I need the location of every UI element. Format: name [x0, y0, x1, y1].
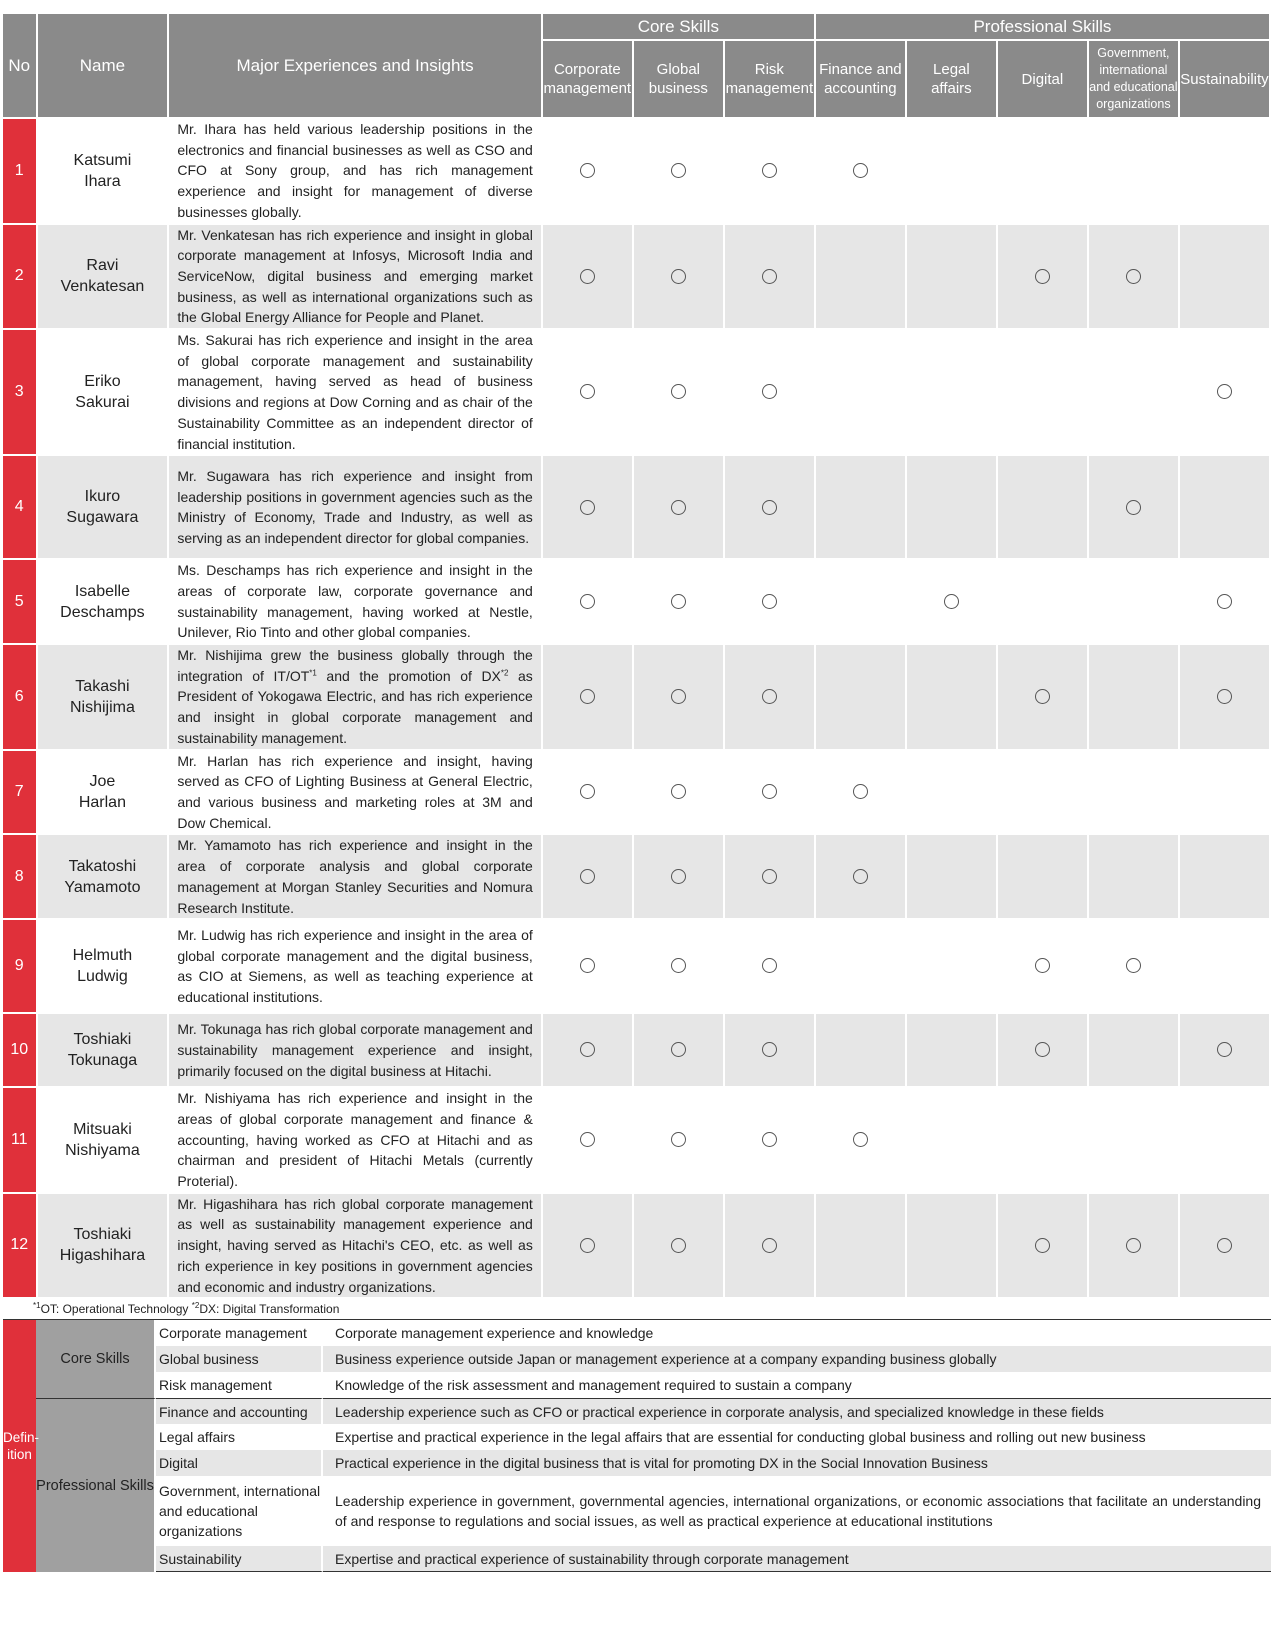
header-skill-professional-3 [1089, 41, 1180, 119]
skill-check-circle-icon [580, 689, 595, 704]
member-name [38, 835, 170, 920]
member-experience: Mr. Yamamoto has rich experience and insight in the area of corporate analysis and global corporate management at Morgan Stanley Securities and Nomura Research Institute. [169, 835, 542, 920]
skill-check-circle-icon [853, 1132, 868, 1147]
skill-check-circle-icon [671, 1238, 686, 1253]
member-experience: Mr. Harlan has rich experience and insight, having served as CFO of Lighting Business at General Electric, and various business and marketing roles at 3M and Dow Chemical. [169, 751, 542, 836]
member-experience: Mr. Ihara has held various leadership positions in the electronics and financial businesses as well as CSO and CFO at Sony group, and has rich management experience and insight for management of diverse businesses globally. [169, 119, 542, 225]
row-number: 11 [3, 1088, 38, 1194]
member-first-name: Ravi [86, 257, 119, 275]
skill-check-circle-icon [671, 594, 686, 609]
definitions-table [3, 1320, 1271, 1572]
skill-check-circle-icon [671, 1132, 686, 1147]
skill-cell [816, 1088, 907, 1194]
skill-check-circle-icon [1035, 269, 1050, 284]
skill-check-circle-icon [580, 1042, 595, 1057]
member-experience: Mr. Venkatesan has rich experience and insight in global corporate management at Infosys, Microsoft India and ServiceNow, digital business and emerging market business, as well as international organizations such as the Global Energy Alliance for People and Planet. [169, 225, 542, 331]
definition-row [3, 1346, 1271, 1372]
header-no: No [3, 14, 38, 119]
skill-cell [1180, 119, 1271, 225]
skill-cell [725, 119, 816, 225]
footnote-text-2: DX: Digital Transformation [199, 1302, 340, 1317]
definition-row [3, 1546, 1271, 1572]
skill-cell [816, 1194, 907, 1300]
skill-cell [998, 835, 1089, 920]
skill-check-circle-icon [1126, 500, 1141, 515]
skill-check-circle-icon [580, 163, 595, 178]
member-last-name: Ludwig [77, 968, 128, 986]
header-skill-line: and educational [1089, 80, 1178, 94]
member-first-name: Isabelle [74, 582, 130, 600]
skill-cell [998, 456, 1089, 560]
table-row [3, 1088, 1271, 1194]
skill-cell [816, 751, 907, 836]
skill-cell [907, 560, 998, 645]
member-name [38, 330, 170, 456]
skill-cell [634, 645, 725, 751]
row-number: 10 [3, 1014, 38, 1088]
skill-cell [543, 645, 634, 751]
definition-term: Corporate management [156, 1320, 323, 1346]
header-skill-line: Digital [1021, 70, 1064, 88]
header-name: Name [38, 14, 170, 119]
member-experience: Mr. Tokunaga has rich global corporate management and sustainability management experience and insight, primarily focused on the digital business at Hitachi. [169, 1014, 542, 1088]
footnote-mark-1: *1 [33, 1301, 41, 1311]
member-experience: Mr. Higashihara has rich global corporate management as well as sustainability management experience and insight, having served as Hitachi's CEO, etc. as well as rich experience in key positions in government agencies and economic and industry organizations. [169, 1194, 542, 1300]
definition-description: Expertise and practical experience in the legal affairs that are essential for conducting global business and rolling out new business [323, 1424, 1271, 1450]
header-skill-professional-1 [907, 41, 998, 119]
member-name [38, 456, 170, 560]
skill-check-circle-icon [762, 958, 777, 973]
skill-cell [816, 456, 907, 560]
definition-description: Leadership experience in government, governmental agencies, international organizations, or economic associations that facilitate an understanding of and response to regulations and social issues, as well as practical experience at educational institutions [323, 1476, 1271, 1546]
member-first-name: Toshiaki [73, 1031, 132, 1049]
skill-check-circle-icon [671, 689, 686, 704]
member-experience: Mr. Ludwig has rich experience and insight in the area of global corporate management and the digital business, as CIO at Siemens, as well as teaching experience at educational institutions. [169, 920, 542, 1014]
table-row [3, 920, 1271, 1014]
skill-cell [725, 456, 816, 560]
skill-cell [634, 1088, 725, 1194]
skill-check-circle-icon [580, 594, 595, 609]
skill-cell [816, 330, 907, 456]
skill-cell [1180, 1194, 1271, 1300]
header-skill-line: management [543, 80, 632, 97]
member-last-name: Higashihara [59, 1247, 146, 1265]
footnote-text-1: OT: Operational Technology [40, 1302, 192, 1317]
skill-cell [907, 1194, 998, 1300]
skill-cell [998, 1014, 1089, 1088]
skill-check-circle-icon [1035, 1042, 1050, 1057]
member-name [38, 1194, 170, 1300]
header-skill-line: Corporate [553, 61, 621, 78]
header-skill-line: Sustainability [1180, 70, 1269, 88]
header-skill-line: management [725, 80, 814, 97]
definition-group-core-skills: Core Skills [36, 1320, 156, 1398]
skill-cell [634, 835, 725, 920]
header-core-skills: Core Skills [543, 14, 816, 41]
skill-check-circle-icon [1126, 1238, 1141, 1253]
member-first-name: Katsumi [73, 151, 132, 169]
skill-check-circle-icon [853, 163, 868, 178]
skill-cell [998, 560, 1089, 645]
skills-matrix-body [3, 119, 1271, 1299]
member-name [38, 920, 170, 1014]
skill-check-circle-icon [1035, 689, 1050, 704]
skill-cell [543, 456, 634, 560]
skill-cell [543, 835, 634, 920]
member-name [38, 751, 170, 836]
skill-cell [1089, 645, 1180, 751]
skill-cell [907, 1088, 998, 1194]
header-professional-skills: Professional Skills [816, 14, 1271, 41]
member-name [38, 225, 170, 331]
member-last-name: Nishiyama [65, 1141, 140, 1159]
skill-check-circle-icon [944, 594, 959, 609]
member-experience: Mr. Nishiyama has rich experience and insight in the areas of global corporate management and finance & accounting, having worked as CFO at Hitachi and as chairman and president of Hitachi Metals (currently Proterial). [169, 1088, 542, 1194]
skill-cell [1180, 751, 1271, 836]
table-row [3, 645, 1271, 751]
definition-term: Global business [156, 1346, 323, 1372]
member-last-name: Venkatesan [60, 278, 145, 296]
skill-cell [816, 560, 907, 645]
skill-check-circle-icon [580, 1238, 595, 1253]
definition-description: Expertise and practical experience of sustainability through corporate management [323, 1546, 1271, 1572]
skill-cell [1089, 751, 1180, 836]
skill-cell [816, 1014, 907, 1088]
skill-cell [1180, 1088, 1271, 1194]
skill-cell [725, 1194, 816, 1300]
header-experience: Major Experiences and Insights [169, 14, 542, 119]
member-name [38, 560, 170, 645]
skill-check-circle-icon [671, 869, 686, 884]
skill-cell [543, 225, 634, 331]
skill-cell [1089, 1014, 1180, 1088]
skill-check-circle-icon [762, 384, 777, 399]
definition-term: Government, international and educational organizations [156, 1476, 323, 1546]
skill-check-circle-icon [853, 784, 868, 799]
skill-cell [725, 645, 816, 751]
skill-cell [907, 119, 998, 225]
header-skill-line: Risk [754, 61, 784, 78]
definition-row [3, 1424, 1271, 1450]
header-skill-core-1 [634, 41, 725, 119]
member-last-name: Nishijima [69, 698, 135, 716]
skill-check-circle-icon [671, 384, 686, 399]
skill-cell [725, 560, 816, 645]
skill-check-circle-icon [1217, 689, 1232, 704]
skill-cell [1089, 920, 1180, 1014]
member-last-name: Yamamoto [64, 878, 141, 896]
skill-cell [634, 225, 725, 331]
skill-cell [725, 330, 816, 456]
skill-cell [634, 920, 725, 1014]
skill-cell [998, 330, 1089, 456]
skill-check-circle-icon [671, 269, 686, 284]
definition-description: Practical experience in the digital business that is vital for promoting DX in the Social Innovation Business [323, 1450, 1271, 1476]
definition-term: Sustainability [156, 1546, 323, 1572]
skill-check-circle-icon [580, 384, 595, 399]
skill-check-circle-icon [1035, 958, 1050, 973]
skill-cell [816, 225, 907, 331]
skill-check-circle-icon [762, 1132, 777, 1147]
skill-cell [725, 1088, 816, 1194]
skill-check-circle-icon [580, 869, 595, 884]
header-skill-core-2 [725, 41, 816, 119]
skill-check-circle-icon [671, 784, 686, 799]
skill-cell [1180, 456, 1271, 560]
experience-text: as President of Yokogawa Electric, and has rich experience and insight in global corporate management and sustainability management. [177, 667, 533, 746]
table-row [3, 560, 1271, 645]
skill-check-circle-icon [762, 689, 777, 704]
member-experience: Ms. Sakurai has rich experience and insight in the area of global corporate management and sustainability management, having served as head of business divisions and regions at Dow Corning and as chair of the Sustainability Committee as an independent director of financial institution. [169, 330, 542, 456]
skill-cell [998, 119, 1089, 225]
experience-text: Mr. Nishijima grew the business globally through the integration of IT/OT [177, 647, 533, 684]
skill-cell [1180, 920, 1271, 1014]
definition-group-professional-skills: Professional Skills [36, 1398, 156, 1572]
member-first-name: Toshiaki [73, 1226, 132, 1244]
skill-check-circle-icon [762, 500, 777, 515]
skill-cell [998, 225, 1089, 331]
skill-check-circle-icon [1126, 958, 1141, 973]
skill-cell [543, 1014, 634, 1088]
definition-description: Leadership experience such as CFO or practical experience in corporate analysis, and specialized knowledge in these fields [323, 1398, 1271, 1424]
skill-check-circle-icon [762, 1042, 777, 1057]
skill-check-circle-icon [1035, 1238, 1050, 1253]
member-last-name: Harlan [78, 793, 126, 811]
table-row [3, 1194, 1271, 1300]
skill-check-circle-icon [762, 869, 777, 884]
skill-cell [725, 835, 816, 920]
skill-cell [907, 751, 998, 836]
skill-cell [1089, 119, 1180, 225]
experience-text: and the promotion of DX [316, 667, 501, 684]
skill-check-circle-icon [671, 1042, 686, 1057]
definitions-body [3, 1320, 1271, 1572]
footnote-ref: *2 [500, 668, 509, 678]
header-skill-line: organizations [1096, 97, 1171, 111]
table-row [3, 330, 1271, 456]
skill-cell [634, 119, 725, 225]
skill-cell [1180, 560, 1271, 645]
header-skill-line: Government, [1097, 46, 1170, 60]
definition-label-part: ition [7, 1447, 32, 1463]
row-number: 12 [3, 1194, 38, 1300]
definition-description: Corporate management experience and knowledge [323, 1320, 1271, 1346]
skill-check-circle-icon [1217, 1238, 1232, 1253]
member-experience: Mr. Sugawara has rich experience and insight from leadership positions in government agencies such as the Ministry of Economy, Trade and Industry, as well as serving as an independent director for global companies. [169, 456, 542, 560]
skill-cell [1089, 835, 1180, 920]
skill-check-circle-icon [1126, 269, 1141, 284]
skill-cell [1089, 1088, 1180, 1194]
definition-description: Knowledge of the risk assessment and management required to sustain a company [323, 1372, 1271, 1398]
skill-cell [907, 456, 998, 560]
skill-cell [907, 645, 998, 751]
skill-check-circle-icon [1217, 1042, 1232, 1057]
row-number: 4 [3, 456, 38, 560]
skill-check-circle-icon [762, 269, 777, 284]
skill-cell [725, 751, 816, 836]
header-skill-line: Legal [933, 61, 970, 78]
skill-cell [907, 835, 998, 920]
header-skill-line: business [648, 80, 708, 97]
member-first-name: Mitsuaki [73, 1120, 132, 1138]
skill-check-circle-icon [671, 500, 686, 515]
table-row [3, 1014, 1271, 1088]
skill-cell [816, 645, 907, 751]
member-experience: Ms. Deschamps has rich experience and insight in the areas of corporate law, corporate governance and sustainability management, having worked at Nestle, Unilever, Rio Tinto and other global companies. [169, 560, 542, 645]
member-name [38, 1014, 170, 1088]
skill-cell [907, 225, 998, 331]
row-number: 2 [3, 225, 38, 331]
definition-row [3, 1320, 1271, 1346]
skill-cell [907, 330, 998, 456]
member-experience [169, 645, 542, 751]
row-number: 9 [3, 920, 38, 1014]
skill-cell [634, 751, 725, 836]
skill-cell [543, 1088, 634, 1194]
footnote [3, 1299, 1271, 1320]
skill-cell [998, 645, 1089, 751]
member-first-name: Takashi [75, 677, 130, 695]
definition-label-part: Defin- [3, 1430, 40, 1446]
skill-check-circle-icon [762, 784, 777, 799]
row-number: 5 [3, 560, 38, 645]
member-first-name: Joe [89, 772, 116, 790]
skill-cell [634, 456, 725, 560]
skill-check-circle-icon [1217, 594, 1232, 609]
table-row [3, 751, 1271, 836]
member-last-name: Deschamps [60, 603, 145, 621]
header-skill-professional-0 [816, 41, 907, 119]
member-name [38, 1088, 170, 1194]
skill-check-circle-icon [671, 958, 686, 973]
skill-cell [1089, 330, 1180, 456]
skill-cell [1180, 225, 1271, 331]
skill-cell [1089, 560, 1180, 645]
skill-cell [816, 835, 907, 920]
skill-check-circle-icon [580, 500, 595, 515]
row-number: 8 [3, 835, 38, 920]
table-row [3, 225, 1271, 331]
definition-side-label [3, 1320, 40, 1572]
header-skill-professional-2 [998, 41, 1089, 119]
definition-row [3, 1398, 1271, 1424]
skill-check-circle-icon [762, 594, 777, 609]
skill-cell [543, 920, 634, 1014]
skill-cell [998, 751, 1089, 836]
member-first-name: Ikuro [84, 488, 121, 506]
footnote-mark-2: *2 [191, 1301, 200, 1311]
skill-cell [1180, 835, 1271, 920]
skill-cell [998, 920, 1089, 1014]
skills-matrix-page [3, 14, 1271, 1572]
skill-cell [998, 1194, 1089, 1300]
table-row [3, 456, 1271, 560]
skill-cell [1180, 645, 1271, 751]
skill-cell [816, 920, 907, 1014]
header-skill-line: accounting [824, 80, 897, 97]
skill-cell [634, 1194, 725, 1300]
skill-cell [543, 560, 634, 645]
table-row [3, 835, 1271, 920]
definition-row [3, 1476, 1271, 1546]
footnote-ref: *1 [309, 668, 317, 678]
member-last-name: Sakurai [75, 394, 130, 412]
member-first-name: Eriko [84, 373, 121, 391]
skill-check-circle-icon [853, 869, 868, 884]
row-number: 1 [3, 119, 38, 225]
skill-cell [543, 119, 634, 225]
member-first-name: Takatoshi [68, 857, 137, 875]
skill-cell [634, 560, 725, 645]
skill-cell [1180, 330, 1271, 456]
skill-check-circle-icon [580, 958, 595, 973]
member-last-name: Sugawara [66, 509, 139, 527]
skill-cell [634, 1014, 725, 1088]
member-name [38, 119, 170, 225]
skill-cell [543, 751, 634, 836]
header-skill-core-0 [543, 41, 634, 119]
skill-check-circle-icon [580, 1132, 595, 1147]
skill-cell [907, 1014, 998, 1088]
skill-cell [1089, 456, 1180, 560]
header-skill-line: international [1099, 63, 1168, 77]
member-last-name: Ihara [84, 172, 121, 190]
skill-check-circle-icon [1217, 384, 1232, 399]
skill-cell [725, 920, 816, 1014]
member-last-name: Tokunaga [67, 1052, 138, 1070]
row-number: 7 [3, 751, 38, 836]
header-skill-line: Finance and [819, 61, 902, 78]
skill-cell [725, 225, 816, 331]
skill-check-circle-icon [762, 163, 777, 178]
row-number: 6 [3, 645, 38, 751]
skill-cell [634, 330, 725, 456]
definition-row [3, 1450, 1271, 1476]
row-number: 3 [3, 330, 38, 456]
skill-cell [816, 119, 907, 225]
member-name [38, 645, 170, 751]
definition-term: Digital [156, 1450, 323, 1476]
skill-cell [543, 1194, 634, 1300]
skill-cell [1089, 1194, 1180, 1300]
skill-check-circle-icon [671, 163, 686, 178]
header-skill-line: affairs [931, 80, 972, 97]
header-skill-line: Global [656, 61, 701, 78]
member-first-name: Helmuth [72, 947, 133, 965]
skill-cell [1089, 225, 1180, 331]
definition-description: Business experience outside Japan or management experience at a company expanding business globally [323, 1346, 1271, 1372]
definition-term: Risk management [156, 1372, 323, 1398]
definition-term: Finance and accounting [156, 1398, 323, 1424]
skill-check-circle-icon [580, 269, 595, 284]
skill-cell [725, 1014, 816, 1088]
skill-cell [907, 920, 998, 1014]
skill-check-circle-icon [580, 784, 595, 799]
skill-cell [543, 330, 634, 456]
header-skill-professional-4 [1180, 41, 1271, 119]
skill-check-circle-icon [762, 1238, 777, 1253]
definition-row [3, 1372, 1271, 1398]
skill-cell [1180, 1014, 1271, 1088]
table-row [3, 119, 1271, 225]
skill-cell [998, 1088, 1089, 1194]
skills-matrix-table [3, 14, 1271, 1299]
definition-term: Legal affairs [156, 1424, 323, 1450]
